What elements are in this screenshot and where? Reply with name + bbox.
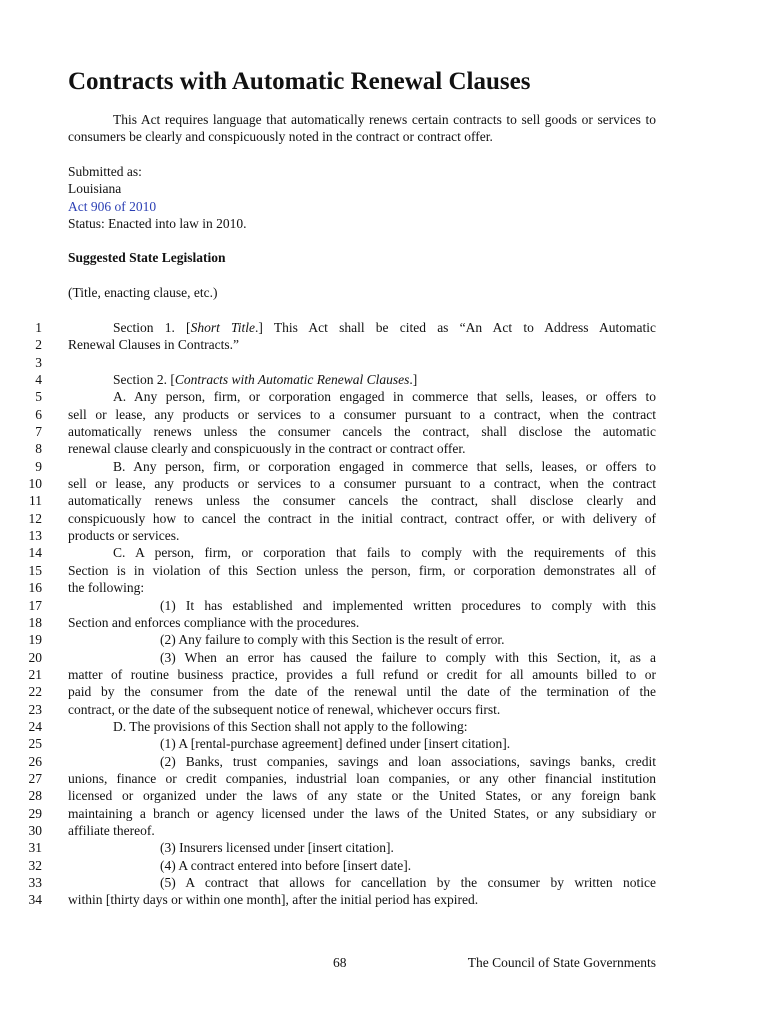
- numbered-line: [0, 874, 768, 891]
- numbered-line: [0, 562, 768, 579]
- state-name: Louisiana: [68, 181, 122, 197]
- numbered-line: [0, 770, 768, 787]
- line-number: 27: [28, 770, 42, 786]
- line-text: (2) Banks, trust companies, savings and loan associations, savings banks, credit: [160, 753, 656, 769]
- page-number: 68: [333, 955, 347, 970]
- line-text: (4) A contract entered into before [insert date].: [160, 857, 412, 873]
- numbered-line: [0, 891, 768, 908]
- act-link[interactable]: Act 906 of 2010: [68, 198, 157, 214]
- numbered-line: [0, 388, 768, 405]
- line-number: 18: [28, 614, 42, 630]
- line-number: 33: [28, 875, 42, 890]
- line-text: the following:: [68, 580, 145, 596]
- line-number: 25: [28, 736, 42, 752]
- line-text: sell or lease, any products or services to a consumer pursuant to a contract, when the contract: [68, 476, 656, 492]
- numbered-line: [0, 579, 768, 596]
- line-text: Section and enforces compliance with the procedures.: [68, 614, 360, 630]
- line-text: C. A person, firm, or corporation that fails to comply with the requirements of this: [113, 545, 656, 561]
- summary-text: This Act requires language that automatically renews certain contracts to sell goods or services to consumers be clearly and conspicuously noted in the contract or contract offer.: [68, 112, 656, 145]
- numbered-line: [0, 787, 768, 804]
- line-number: 22: [28, 684, 42, 700]
- line-text: contract, or the date of the subsequent notice of renewal, whichever occurs first.: [68, 701, 501, 717]
- numbered-line: [0, 666, 768, 683]
- line-number: 28: [28, 788, 42, 804]
- footer-organization: The Council of State Governments: [467, 955, 656, 970]
- numbered-line: [0, 458, 768, 475]
- line-number: 14: [28, 545, 42, 561]
- line-number: 6: [35, 406, 42, 422]
- line-text: matter of routine business practice, provides a full refund or credit for all amounts billed to or: [68, 666, 656, 682]
- numbered-line: [0, 336, 768, 353]
- numbered-line: [0, 423, 768, 440]
- line-number: 21: [28, 666, 42, 682]
- line-text: Section is in violation of this Section unless the person, firm, or corporation demonstrates all of: [68, 562, 656, 578]
- line-number: 19: [28, 632, 42, 648]
- numbered-line: [0, 319, 768, 336]
- summary-paragraph: [68, 111, 656, 146]
- line-number: 24: [28, 718, 42, 734]
- line-text: conspicuously how to cancel the contract in the initial contract, contract offer, or with delivery of: [68, 510, 656, 526]
- document-title: Contracts with Automatic Renewal Clauses: [68, 68, 531, 95]
- line-text: automatically renews unless the consumer cancels the contract, shall disclose the automatic: [68, 424, 656, 440]
- line-text: sell or lease, any products or services to a consumer pursuant to a contract, when the contract: [68, 406, 656, 422]
- section-heading: Suggested State Legislation: [68, 250, 226, 265]
- numbered-line: [0, 839, 768, 856]
- line-number: 34: [28, 892, 42, 908]
- numbered-line: [0, 354, 768, 371]
- line-number: 1: [35, 320, 42, 335]
- line-text: maintaining a branch or agency licensed under the laws of the United States, or any subsidiary or: [68, 805, 656, 821]
- line-text: (3) Insurers licensed under [insert citation].: [160, 840, 394, 856]
- numbered-line: [0, 683, 768, 700]
- numbered-line: [0, 492, 768, 509]
- line-text: products or services.: [68, 528, 180, 544]
- line-text: Renewal Clauses in Contracts.”: [68, 337, 239, 353]
- line-text: automatically renews unless the consumer cancels the contract, shall disclose clearly and: [68, 493, 656, 509]
- line-number: 7: [35, 424, 42, 440]
- line-number: 30: [28, 822, 42, 838]
- numbered-line: [0, 406, 768, 423]
- numbered-line: [0, 822, 768, 839]
- line-number: 29: [28, 805, 42, 821]
- numbered-line: [0, 718, 768, 735]
- enacting-clause: (Title, enacting clause, etc.): [68, 285, 218, 300]
- line-number: 20: [28, 649, 42, 665]
- numbered-line: [0, 440, 768, 457]
- line-number: 2: [35, 337, 42, 353]
- italic-title: Short Title: [190, 320, 256, 335]
- line-number: 15: [28, 562, 42, 578]
- line-text: unions, finance or credit companies, industrial loan companies, or any other financial institution: [68, 770, 656, 786]
- line-text: (5) A contract that allows for cancellation by the consumer by written notice: [160, 875, 656, 890]
- line-text: paid by the consumer from the date of the renewal until the date of the termination of the: [68, 684, 656, 700]
- line-number: 32: [28, 857, 42, 873]
- numbered-line: [0, 805, 768, 822]
- line-number: 9: [35, 458, 42, 474]
- line-text: (1) A [rental-purchase agreement] defined under [insert citation].: [160, 736, 511, 752]
- line-text: B. Any person, firm, or corporation engaged in commerce that sells, leases, or offers to: [113, 458, 656, 474]
- line-number: 12: [28, 510, 42, 526]
- line-number: 8: [35, 441, 42, 457]
- line-text: A. Any person, firm, or corporation engaged in commerce that sells, leases, or offers to: [113, 389, 656, 405]
- line-number: 17: [28, 597, 42, 613]
- line-text: within [thirty days or within one month], after the initial period has expired.: [68, 892, 479, 908]
- numbered-line: [0, 701, 768, 718]
- italic-title: Contracts with Automatic Renewal Clauses: [174, 372, 410, 388]
- numbered-line: [0, 510, 768, 527]
- line-number: 5: [35, 389, 42, 405]
- line-text: (2) Any failure to comply with this Section is the result of error.: [160, 632, 505, 648]
- line-number: 26: [28, 753, 42, 769]
- numbered-line: [0, 371, 768, 388]
- numbered-line: [0, 597, 768, 614]
- line-number: 23: [28, 701, 42, 717]
- line-text: Section 2. [Contracts with Automatic Renewal Clauses.]: [113, 372, 418, 388]
- line-number: 13: [28, 528, 42, 544]
- line-number: 3: [35, 354, 42, 370]
- line-number: 11: [29, 493, 42, 509]
- numbered-line: [0, 753, 768, 770]
- status-text: Status: Enacted into law in 2010.: [68, 215, 247, 231]
- line-number: 4: [35, 372, 42, 388]
- line-text: (1) It has established and implemented written procedures to comply with this: [160, 597, 656, 613]
- line-text: renewal clause clearly and conspicuously in the contract or contract offer.: [68, 441, 466, 457]
- numbered-line: [0, 631, 768, 648]
- submitted-label: Submitted as:: [68, 164, 142, 179]
- numbered-line: [0, 649, 768, 666]
- line-number: 16: [28, 580, 42, 596]
- numbered-line: [0, 614, 768, 631]
- numbered-line: [0, 475, 768, 492]
- line-number: 10: [28, 476, 42, 492]
- numbered-line: [0, 527, 768, 544]
- submission-info: [68, 163, 246, 232]
- numbered-line: [0, 857, 768, 874]
- legislation-text: [0, 319, 768, 909]
- line-text: affiliate thereof.: [68, 822, 155, 838]
- line-text: Section 1. [Short Title.] This Act shall be cited as “An Act to Address Automatic: [113, 320, 656, 335]
- line-number: 31: [28, 840, 42, 856]
- line-text: D. The provisions of this Section shall not apply to the following:: [113, 718, 468, 734]
- numbered-line: [0, 735, 768, 752]
- line-text: licensed or organized under the laws of any state or the United States, or any foreign bank: [68, 788, 656, 804]
- line-text: (3) When an error has caused the failure to comply with this Section, it, as a: [160, 649, 656, 665]
- numbered-line: [0, 544, 768, 561]
